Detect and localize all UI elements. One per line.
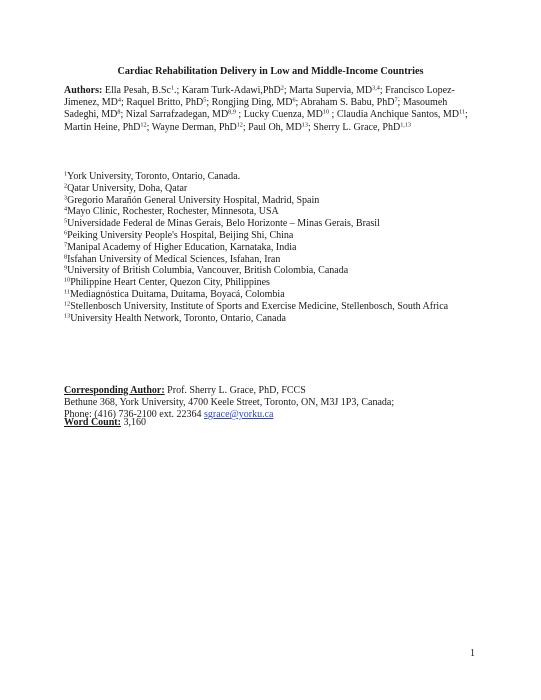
- corresponding-author-label: Corresponding Author:: [64, 385, 165, 396]
- affiliation-item: $^7$Manipal Academy of Higher Education, Karnataka, India: [64, 241, 297, 253]
- affiliation-item: $^4$Mayo Clinic, Rochester, Rochester, Minnesota, USA: [64, 205, 279, 218]
- affiliation-item: $^{13}$University Health Network, Toronto, Ontario, Canada: [64, 312, 286, 324]
- authors-label: Authors:: [64, 85, 103, 96]
- author-list: [64, 85, 480, 134]
- author-entry: Claudia Anchique Santos, MD$^{11}$;: [336, 108, 468, 121]
- author-entry: Masoumeh Sadeghi, $MD^8$;: [64, 97, 448, 121]
- author-entry: Ella Pesah, B.Sc$^1$.;: [104, 84, 182, 96]
- author-entry: Karam Turk-Adawi,PhD$^2$;: [181, 84, 290, 96]
- corresponding-author-block: [64, 385, 484, 421]
- author-entry: Francisco Lopez-Jimenez, $MD^4$;: [64, 85, 455, 109]
- affiliation-item: $^{10}$Philippine Heart Center, Quezon City, Philippines: [64, 276, 270, 289]
- author-entry: Martin Heine, PhD$^{12}$;: [64, 121, 152, 133]
- word-count-label: Word Count:: [64, 417, 121, 428]
- affiliation-item: $^{12}$Stellenbosch University, Institute of Sports and Exercise Medicine, Stellenbosch, South Africa: [64, 300, 449, 312]
- corresponding-author-name: Prof. Sherry L. Grace, PhD, FCCS: [164, 385, 306, 396]
- author-entry: Lucky Cuenza, MD$^{10}$ ;: [243, 108, 337, 121]
- author-entry: Sherry L. Grace, PhD$^{1,13}$: [313, 121, 412, 133]
- email-link[interactable]: sgrace@yorku.ca: [204, 409, 274, 420]
- affiliation-item: $^{11}$Mediagnóstica Duitama, Duitama, Boyacá, Colombia: [64, 288, 285, 300]
- affiliation-item: $^9$University of British Columbia, Vancouver, British Colombia, Canada: [64, 264, 349, 277]
- author-entry: Wayne Derman, PhD$^{12}$;: [151, 121, 249, 133]
- author-entry: Rongjing Ding, $MD^6$;: [211, 96, 301, 109]
- author-entry: Abraham S. Babu, PhD$^7$;: [300, 96, 403, 109]
- corresponding-phone: Phone: (416) 736-2100 ext. 22364: [64, 409, 204, 420]
- affiliation-item: $^8$Isfahan University of Medical Sciences, Isfahan, Iran: [64, 253, 281, 265]
- author-entry: Raquel Britto, PhD$^5$;: [126, 96, 212, 109]
- author-entries: [64, 85, 468, 133]
- word-count-value: 3,160: [120, 417, 146, 428]
- affiliation-list: [64, 171, 504, 324]
- word-count: [64, 417, 146, 429]
- corresponding-address: Bethune 368, York University, 4700 Keele Street, Toronto, ON, M3J 1P3, Canada;: [64, 397, 395, 408]
- page-number: 1: [470, 648, 475, 659]
- corresponding-author-line: [64, 385, 484, 397]
- author-entry: Paul Oh, MD$^{13}$;: [248, 121, 314, 133]
- affiliation-item: $^2$Qatar University, Doha, Qatar: [64, 182, 188, 194]
- author-entry: Marta Supervia, MD$^{3,4}$;: [289, 84, 386, 96]
- affiliation-item: $^1$York University, Toronto, Ontario, Canada.: [64, 170, 241, 182]
- paper-title: Cardiac Rehabilitation Delivery in Low and Middle-Income Countries: [117, 66, 424, 77]
- author-entry: Nizal Sarrafzadegan, MD$^{8,9}$ ;: [125, 108, 244, 121]
- affiliation-item: $^5$Universidade Federal de Minas Gerais, Belo Horizonte – Minas Gerais, Brasil: [64, 217, 380, 230]
- affiliation-item: $^3$Gregorio Marañón General University Hospital, Madrid, Spain: [64, 194, 320, 206]
- affiliation-item: $^6$Peiking University People's Hospital, Beijing Shi, China: [64, 229, 294, 241]
